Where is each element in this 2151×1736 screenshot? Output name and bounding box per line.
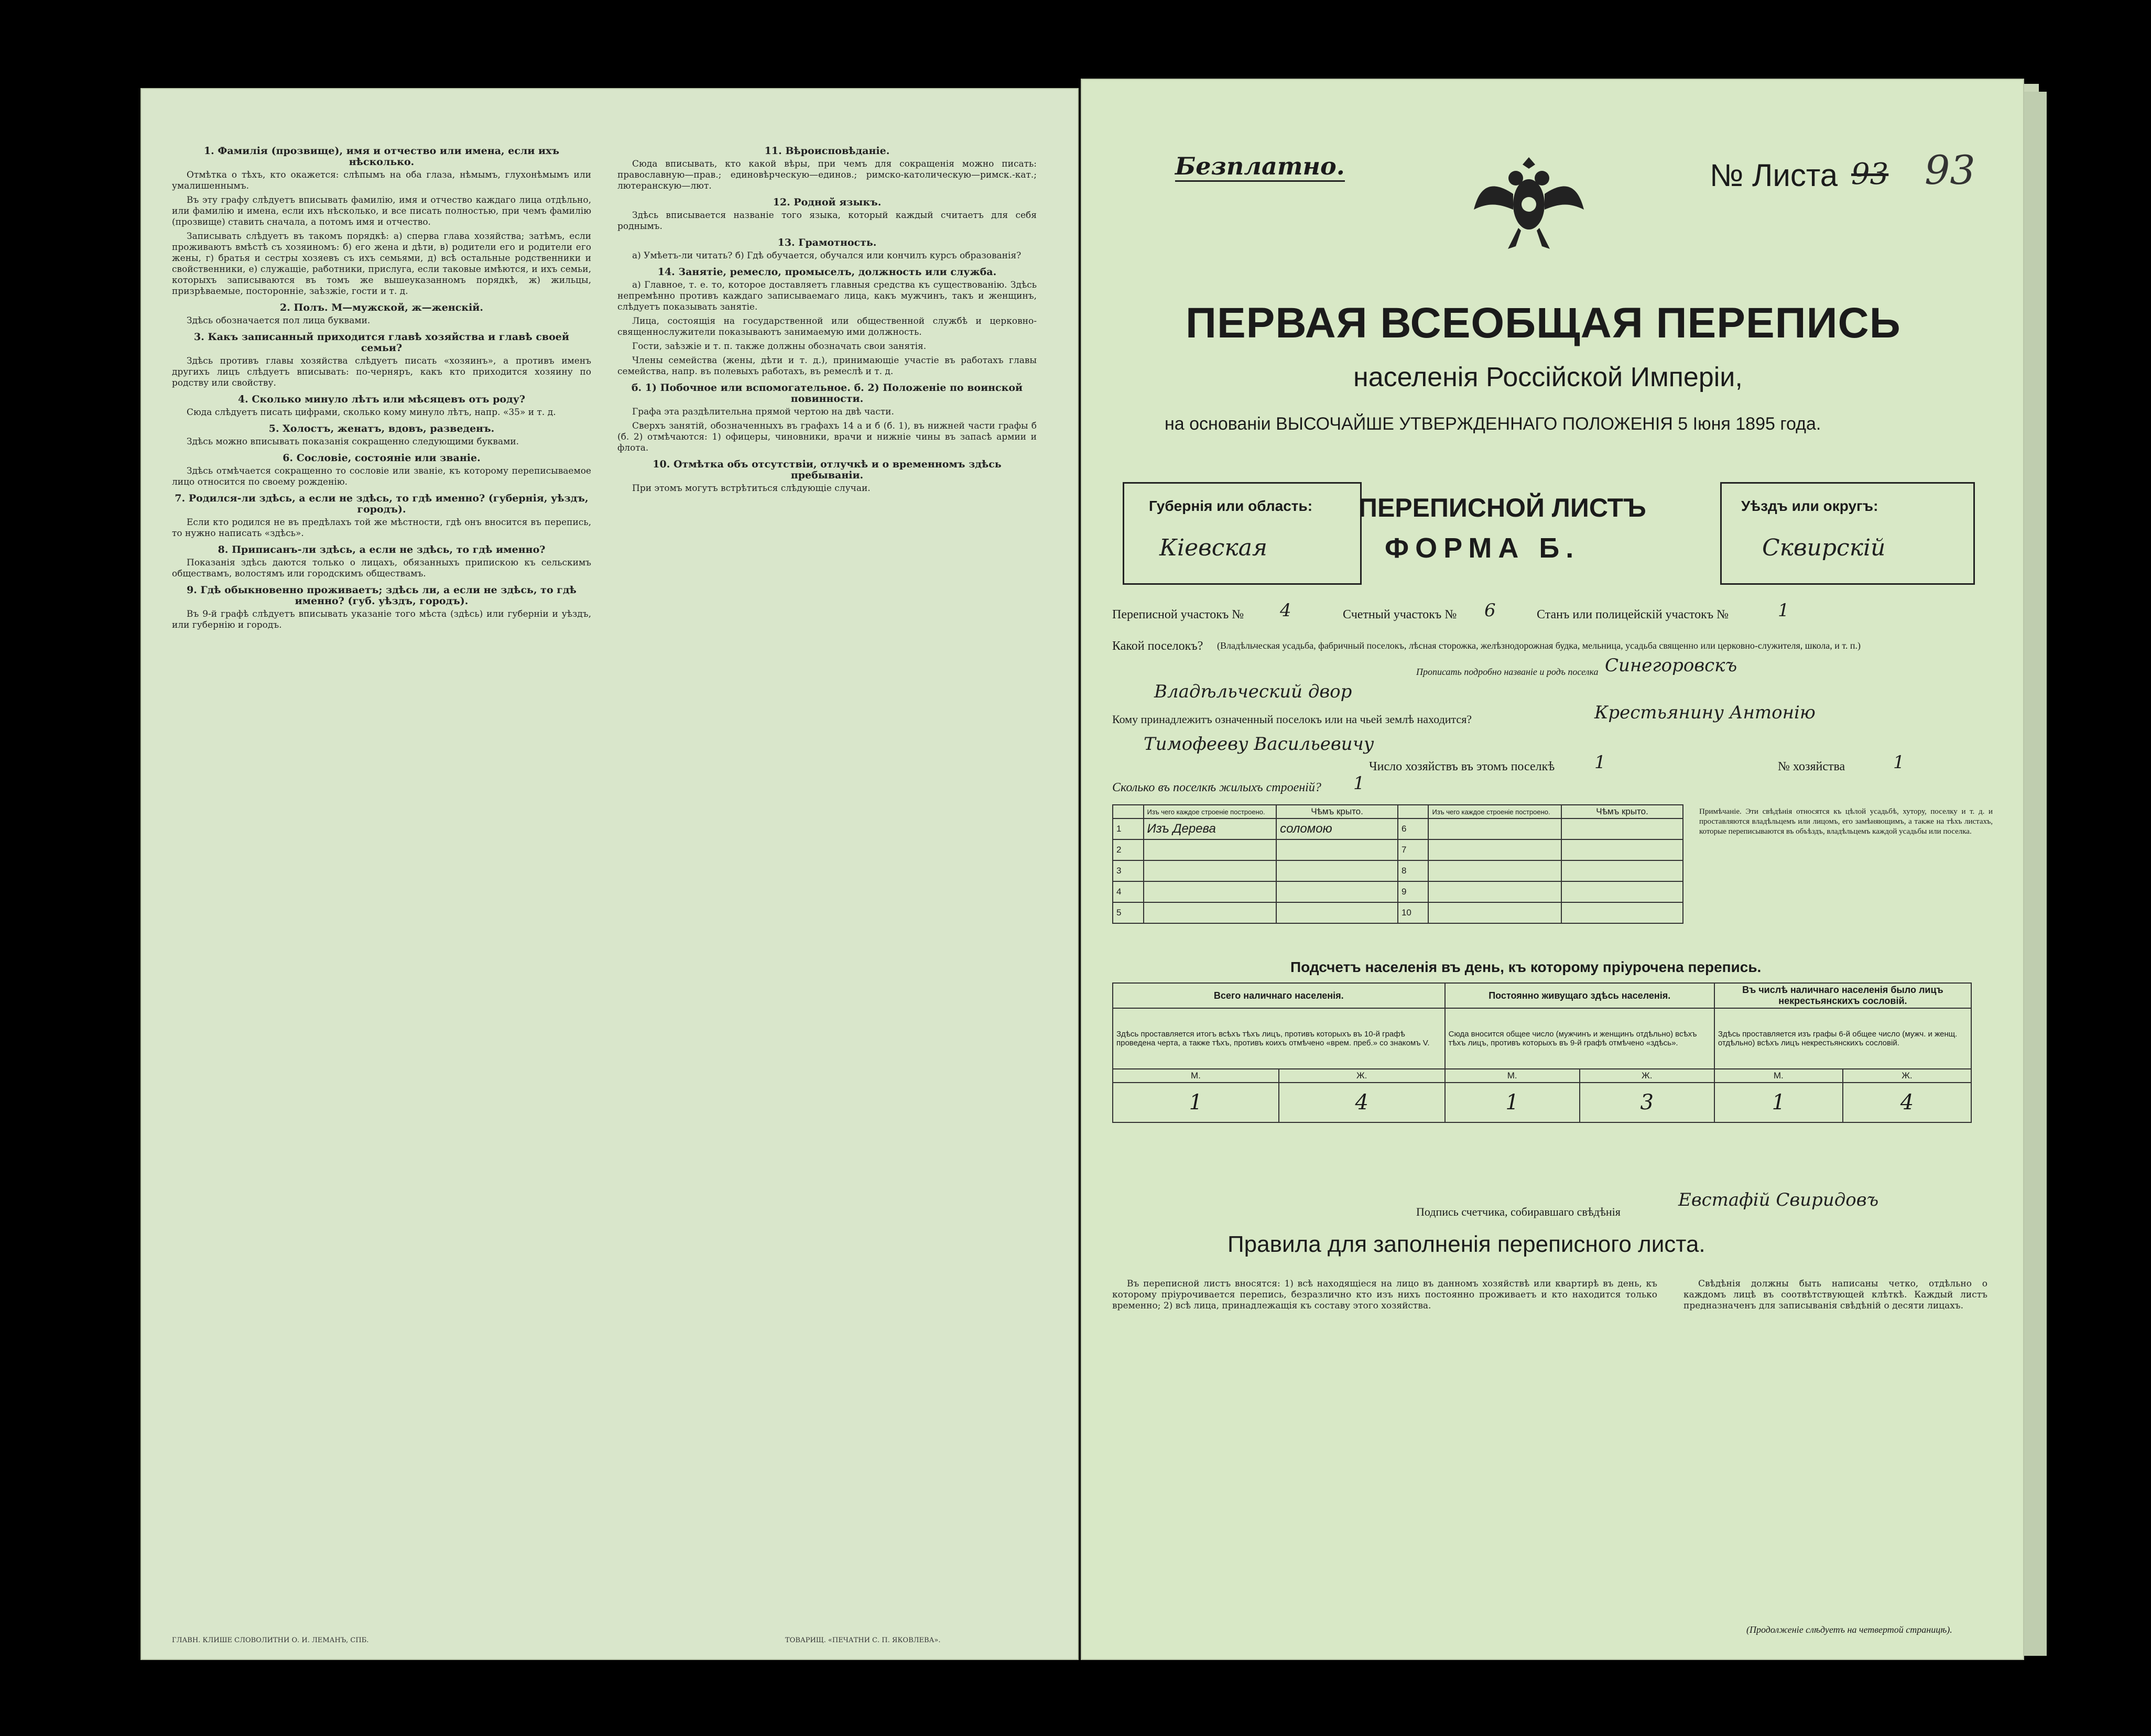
- building-table: [1112, 804, 1683, 924]
- building-cell: [1144, 902, 1277, 923]
- schetny-uchastok-value: 6: [1484, 600, 1496, 621]
- left-col2-paragraph: Гости, заѣзжіе и т. п. также должны обозначать свои занятія.: [632, 341, 927, 352]
- building-row: [1113, 860, 1683, 881]
- count-sex-label: М.: [1445, 1069, 1580, 1083]
- building-cell: [1428, 839, 1561, 860]
- left-page: [140, 88, 1079, 1660]
- building-row-number: 4: [1113, 881, 1144, 902]
- poselok-value-2: Владѣльческий двор: [1154, 681, 1352, 702]
- count-value: 1: [1113, 1083, 1279, 1122]
- left-col2-paragraph: Сюда вписывать, кто какой вѣры, при чемъ для сокращенія можно писать: православную—прав.; единовѣрческую—единов.; римско-католическую—римск.-кат.; лютеранскую—лют.: [617, 159, 1037, 191]
- count-sex-label: Ж.: [1843, 1069, 1971, 1083]
- building-cell: [1561, 839, 1683, 860]
- sheet-number-value: 93: [1851, 157, 1889, 191]
- count-table: [1112, 982, 1972, 1123]
- imperial-eagle-emblem: [1469, 141, 1589, 262]
- hoz-no-value: 1: [1893, 752, 1905, 773]
- left-col2-paragraph: Сверхъ занятій, обозначенныхъ въ графахъ 14 а и б (б. 1), въ нижней части графы б (б. 2) отмѣчаются: 1) офицеры, чиновники, врачи и нижніе чины въ запасѣ армии и флота.: [617, 421, 1037, 453]
- stroen-value: 1: [1353, 773, 1365, 794]
- count-sex-label: Ж.: [1580, 1069, 1714, 1083]
- poselok-hint-2: Прописать подробно названіе и родъ поселка: [1416, 667, 1599, 677]
- count-col-desc: Здѣсь проставляется изъ графы 6-й общее число (мужч. и женщ. отдѣльно) всѣхъ лицъ некрестьянскихъ сословій.: [1714, 1008, 1971, 1069]
- left-col2-paragraph: Здѣсь вписывается названіе того языка, который каждый считаетъ для себя роднымъ.: [617, 210, 1037, 232]
- free-stamp: Безплатно.: [1175, 152, 1345, 182]
- left-col1-paragraph: Здѣсь обозначается пол лица буквами.: [187, 315, 371, 326]
- building-cell: [1428, 881, 1561, 902]
- count-value: 1: [1714, 1083, 1843, 1122]
- building-row: [1113, 902, 1683, 923]
- count-value: 1: [1445, 1083, 1580, 1122]
- left-col2-paragraph: Члены семейства (жены, дѣти и т. д.), принимающіе участіе въ работахъ главы семейства, напр. въ полевыхъ работахъ, въ ремеслѣ и т. д.: [617, 355, 1037, 377]
- left-col2-heading: 10. Отмѣтка объ отсутствіи, отлучкѣ и о временномъ здѣсь пребываніи.: [653, 458, 1002, 481]
- building-cell: [1561, 881, 1683, 902]
- left-col2-heading: 13. Грамотность.: [777, 237, 877, 248]
- building-cell: [1561, 818, 1683, 839]
- poselok-label: Какой поселокъ?: [1112, 639, 1203, 653]
- uezd-value: Сквирскій: [1762, 534, 1886, 561]
- building-row-number: 5: [1113, 902, 1144, 923]
- building-cell: [1144, 839, 1277, 860]
- building-row-number: 1: [1113, 818, 1144, 839]
- form-subtitle: ФОРМА Б.: [1385, 532, 1580, 564]
- owner-label: Кому принадлежитъ означенный поселокъ или на чьей землѣ находится?: [1112, 713, 1472, 726]
- left-col2-paragraph: а) Главное, т. е. то, которое доставляетъ главныя средства къ существованію. Здѣсь непремѣнно противъ каждаго записываемаго лица, какъ мужчинъ, такъ и женщинъ, слѣдуетъ показывать занятіе.: [617, 280, 1037, 312]
- left-column-2: [617, 140, 1037, 1623]
- left-col2-heading: 14. Занятіе, ремесло, промыселъ, должность или служба.: [657, 266, 997, 278]
- building-cell: [1428, 902, 1561, 923]
- stan-value: 1: [1778, 600, 1789, 621]
- building-row-number: 9: [1398, 881, 1429, 902]
- perepisnoy-uchastok-value: 4: [1280, 600, 1291, 621]
- left-col2-heading: 11. Вѣроисповѣданіе.: [764, 145, 890, 157]
- count-col-desc: Сюда вносится общее число (мужчинъ и женщинъ отдѣльно) всѣхъ тѣхъ лицъ, противъ которыхъ въ 9-й графѣ отмѣчено «здѣсь».: [1445, 1008, 1714, 1069]
- poselok-hint: (Владѣльческая усадьба, фабричный поселокъ, лѣсная сторожка, желѣзнодорожная будка, мельница, усадьба священно или церковно-служителя, школа, и т. п.): [1217, 640, 1861, 651]
- census-decree: на основаніи ВЫСОЧАЙШЕ УТВЕРЖДЕННАГО ПОЛОЖЕНІЯ 5 Іюня 1895 года.: [1165, 414, 1821, 434]
- left-col1-paragraph: Отмѣтка о тѣхъ, кто окажется: слѣпымъ на оба глаза, нѣмымъ, глухонѣмымъ или умалишеннымъ.: [172, 170, 591, 191]
- count-value: 4: [1843, 1083, 1971, 1122]
- building-cell: соломою: [1276, 818, 1398, 839]
- building-cell: [1276, 860, 1398, 881]
- building-cell: [1428, 860, 1561, 881]
- left-col2-paragraph: а) Умѣетъ-ли читать? б) Гдѣ обучается, обучался или кончилъ курсъ образованія?: [632, 250, 1022, 261]
- left-col1-paragraph: Если кто родился не въ предѣлахъ той же мѣстности, гдѣ онъ вносится въ перепись, то нужно написать «здѣсь».: [172, 517, 591, 539]
- building-cell: [1144, 881, 1277, 902]
- building-cell: [1428, 818, 1561, 839]
- left-col1-paragraph: Сюда слѣдуетъ писать цифрами, сколько кому минуло лѣтъ, напр. «35» и т. д.: [187, 407, 556, 418]
- rules-col-1-text: Въ переписной листъ вносятся: 1) всѣ находящіеся на лицо въ данномъ хозяйствѣ или квартирѣ въ день, къ которому пріурочивается перепись, безразлично кто изъ нихъ постоянно проживаетъ и кто находится только временно; 2) всѣ лица, принадлежащія къ составу этого хозяйства.: [1112, 1279, 1657, 1311]
- left-col2-paragraph: При этомъ могутъ встрѣтиться слѣдующіе случаи.: [632, 483, 871, 494]
- build-head-material-right: Изъ чего каждое строеніе построено.: [1428, 805, 1561, 818]
- count-title: Подсчетъ населенія въ день, къ которому пріурочена перепись.: [1290, 959, 1762, 975]
- left-col1-heading: 4. Сколько минуло лѣтъ или мѣсяцевъ отъ роду?: [237, 394, 526, 405]
- count-value: 3: [1580, 1083, 1714, 1122]
- building-row-number: 8: [1398, 860, 1429, 881]
- rules-col-1: [1112, 1279, 1657, 1593]
- left-col1-paragraph: Здѣсь противъ главы хозяйства слѣдуетъ писать «хозяинъ», а противъ именъ другихъ лицъ слѣдуетъ вписывать: по-черняръ, какъ кто приходится хозяину по родству или свойству.: [172, 356, 591, 388]
- right-page: [1081, 79, 2024, 1660]
- building-cell: Изъ Дерева: [1144, 818, 1277, 839]
- left-column-1: [172, 140, 591, 1623]
- left-col2-heading: 12. Родной языкъ.: [773, 196, 882, 208]
- hoz-count-label: Число хозяйствъ въ этомъ поселкѣ: [1369, 760, 1555, 773]
- stan-label: Станъ или полицейскій участокъ №: [1537, 608, 1729, 621]
- hoz-count-value: 1: [1594, 752, 1606, 773]
- left-col1-paragraph: Въ эту графу слѣдуетъ вписывать фамилію, имя и отчество каждаго лица отдѣльно, или фамилію и имена, если ихъ нѣсколько, и все писать полностью, при чемъ фамилію (прозвище) ставить сначала, а потомъ имя и отчество.: [172, 195, 591, 227]
- left-col1-paragraph: Здѣсь отмѣчается сокращенно то сословіе или званіе, къ которому переписываемое лицо относится по своему рожденію.: [172, 466, 591, 487]
- left-col1-paragraph: Показанія здѣсь даются только о лицахъ, обязанныхъ припискою къ сельскимъ обществамъ, волостямъ или городскимъ обществамъ.: [172, 558, 591, 579]
- owner-value-2: Тимофееву Васильевичу: [1144, 734, 1374, 755]
- count-col-desc: Здѣсь проставляется итогъ всѣхъ тѣхъ лицъ, противъ которыхъ въ 10-й графѣ проведена черта, а также тѣхъ, противъ коихъ отмѣчено «врем. преб.» со знакомъ V.: [1113, 1008, 1445, 1069]
- schetny-uchastok-label: Счетный участокъ №: [1343, 608, 1457, 621]
- left-col2-paragraph: Лица, состоящія на государственной или общественной службѣ и церковно-священнослужители показываютъ занимаемую ими должность.: [617, 316, 1037, 337]
- hoz-no-label: № хозяйства: [1778, 760, 1845, 773]
- count-sex-label: М.: [1714, 1069, 1843, 1083]
- building-row-number: 7: [1398, 839, 1429, 860]
- left-col2-paragraph: Графа эта раздѣлительна прямой чертою на двѣ части.: [632, 407, 894, 417]
- sheet-number-corner: 93: [1925, 147, 1975, 193]
- count-col-head: Постоянно живущаго здѣсь населенія.: [1445, 983, 1714, 1008]
- build-head-roof-right: Чѣмъ крыто.: [1561, 805, 1683, 818]
- rules-title: Правила для заполненія переписного листа.: [1227, 1231, 1705, 1257]
- rules-col-2-text: Свѣдѣнія должны быть написаны четко, отдѣльно о каждомъ лицѣ въ соотвѣтствующей клѣткѣ. Каждый листъ предназначенъ для записыванія свѣдѣній о десяти лицахъ.: [1683, 1279, 1987, 1311]
- building-cell: [1276, 839, 1398, 860]
- building-row: [1113, 818, 1683, 839]
- left-col1-heading: 3. Какъ записанный приходится главѣ хозяйства и главѣ своей семьи?: [194, 331, 569, 354]
- count-value: 4: [1279, 1083, 1445, 1122]
- perepisnoy-uchastok-label: Переписной участокъ №: [1112, 608, 1244, 621]
- left-col1-paragraph: Записывать слѣдуетъ въ такомъ порядкѣ: а) сперва глава хозяйства; затѣмъ, если проживаютъ вмѣстѣ съ хозяиномъ: б) его жена и дѣти, в) родители его и родители его жены, г) братья и сестры хозяевъ съ ихъ семьями, д) всѣ остальные родственники и свойственники, е) служащіе, работники, прислуга, если таковые имѣются, и ихъ семьи, которыхъ записываются въ томъ же вышеуказанномъ порядкѣ, ж) жильцы, призрѣваемые, посторонніе, заѣзжіе, гости и т. д.: [172, 231, 591, 297]
- building-row-number: 3: [1113, 860, 1144, 881]
- left-col1-heading: 8. Приписанъ-ли здѣсь, а если не здѣсь, то гдѣ именно?: [218, 544, 546, 555]
- building-cell: [1561, 860, 1683, 881]
- left-col1-heading: 7. Родился-ли здѣсь, а если не здѣсь, то гдѣ именно? (губернія, уѣздъ, городъ).: [175, 493, 589, 515]
- left-col1-heading: 5. Холостъ, женатъ, вдовъ, разведенъ.: [268, 423, 495, 434]
- left-col1-paragraph: Въ 9-й графѣ слѣдуетъ вписывать указаніе того мѣста (здѣсь) или губерніи и уѣздъ, или губернію и городъ.: [172, 609, 591, 630]
- owner-value: Крестьянину Антонію: [1594, 702, 1816, 723]
- printer-imprint-left: ГЛАВН. КЛИШЕ СЛОВОЛИТНИ О. И. ЛЕМАНЪ, СПБ.: [172, 1636, 369, 1644]
- building-row-number: 6: [1398, 818, 1429, 839]
- sign-label: Подпись счетчика, собиравшаго свѣдѣнія: [1416, 1205, 1621, 1218]
- building-cell: [1144, 860, 1277, 881]
- building-row: [1113, 881, 1683, 902]
- note-text: Примѣчаніе. Эти свѣдѣнія относятся къ цѣлой усадьбѣ, хутору, поселку и т. д. и проставляются владѣльцемъ или лицомъ, его замѣняющимъ, а также на тѣхъ листахъ, которые переписываются въ объѣздъ, владѣльцемъ каждой усадьбы или поселка.: [1699, 807, 1993, 836]
- building-row-number: 10: [1398, 902, 1429, 923]
- count-col-head: Всего наличнаго населенія.: [1113, 983, 1445, 1008]
- form-title: ПЕРЕПИСНОЙ ЛИСТЪ: [1359, 493, 1646, 522]
- building-row: [1113, 839, 1683, 860]
- rules-col-2: [1683, 1279, 1987, 1593]
- left-col1-heading: 6. Сословіе, состояніе или званіе.: [283, 452, 481, 464]
- left-col1-heading: 1. Фамилія (прозвище), имя и отчество или имена, если ихъ нѣсколько.: [203, 145, 560, 168]
- census-title: ПЕРВАЯ ВСЕОБЩАЯ ПЕРЕПИСЬ: [1186, 299, 1901, 347]
- uezd-label: Уѣздъ или округъ:: [1741, 498, 1878, 514]
- building-cell: [1276, 881, 1398, 902]
- poselok-value: Синегоровскъ: [1605, 655, 1737, 676]
- count-sex-label: Ж.: [1279, 1069, 1445, 1083]
- count-col-head: Въ числѣ наличнаго населенія было лицъ некрестьянскихъ сословій.: [1714, 983, 1971, 1008]
- gubernia-value: Кіевская: [1159, 534, 1268, 561]
- count-sex-label: М.: [1113, 1069, 1279, 1083]
- build-head-material-left: Изъ чего каждое строеніе построено.: [1144, 805, 1277, 818]
- building-cell: [1276, 902, 1398, 923]
- gubernia-label: Губернія или область:: [1149, 498, 1313, 514]
- sheet-number-label: № Листа: [1710, 158, 1838, 193]
- building-cell: [1561, 902, 1683, 923]
- sign-value: Евстафій Свиридовъ: [1678, 1189, 1879, 1210]
- stroen-label: Сколько въ поселкѣ жилыхъ строеній?: [1112, 781, 1321, 794]
- rules-footnote: (Продолженіе слѣдуетъ на четвертой страницѣ).: [1746, 1624, 1952, 1635]
- building-row-number: 2: [1113, 839, 1144, 860]
- build-head-roof-left: Чѣмъ крыто.: [1276, 805, 1398, 818]
- left-col2-heading: б. 1) Побочное или вспомогательное. б. 2) Положеніе по воинской повинности.: [631, 382, 1023, 405]
- printer-imprint-right: ТОВАРИЩ. «ПЕЧАТНИ С. П. ЯКОВЛЕВА».: [785, 1636, 941, 1644]
- left-col1-heading: 2. Полъ. М—мужской, ж—женскій.: [279, 302, 483, 313]
- left-col1-heading: 9. Гдѣ обыкновенно проживаетъ; здѣсь ли, а если не здѣсь, то гдѣ именно? (губ. уѣздъ, городъ).: [187, 584, 577, 607]
- census-subtitle: населенія Россійской Имперіи,: [1353, 362, 1743, 392]
- left-col1-paragraph: Здѣсь можно вписывать показанія сокращенно следующими буквами.: [187, 436, 519, 447]
